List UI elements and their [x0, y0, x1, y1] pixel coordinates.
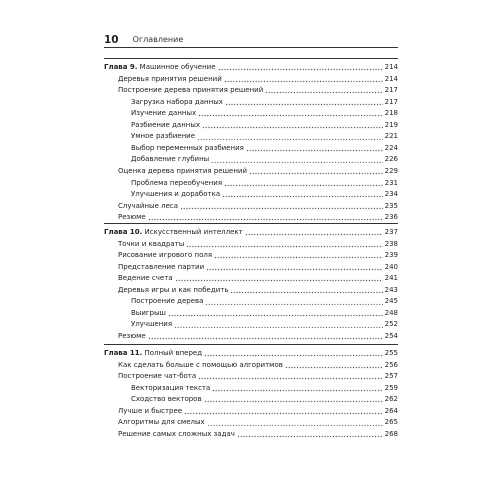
toc-entry-title: Оценка дерева принятия решений — [118, 166, 247, 175]
toc-entry[interactable] — [131, 178, 398, 188]
toc-page-number: 240 — [384, 262, 398, 271]
toc-entry-title: Выбор переменных разбиения — [131, 143, 244, 152]
toc-chapter-heading — [104, 62, 217, 72]
dot-leader — [245, 229, 383, 236]
toc-page-number: 243 — [384, 285, 398, 294]
toc-entry[interactable] — [131, 394, 398, 404]
toc-entry-title: Проблема переобучения — [131, 178, 223, 187]
toc-entry-title: Резюме — [118, 331, 146, 340]
toc-entry[interactable] — [118, 360, 398, 370]
dot-leader — [204, 350, 383, 357]
toc-page-number: 217 — [384, 86, 398, 95]
dot-leader — [246, 145, 383, 152]
dot-leader — [211, 156, 382, 163]
toc-entry-title: Искусственный интеллект — [144, 228, 243, 236]
toc-entry-title: Рисование игрового поля — [118, 251, 213, 260]
dot-leader — [174, 321, 383, 328]
dot-leader — [225, 99, 383, 106]
toc-page-number: 245 — [384, 297, 398, 306]
dot-leader — [214, 252, 383, 259]
toc-entry-title: Представление партии — [118, 262, 205, 271]
chapter-divider — [104, 344, 398, 345]
toc-entry[interactable] — [131, 131, 398, 141]
toc-page-number: 238 — [384, 239, 398, 248]
toc-entry[interactable] — [131, 189, 398, 199]
toc-entry-title: Ведение счета — [118, 274, 173, 283]
toc-entry[interactable] — [118, 406, 398, 416]
toc-entry[interactable] — [131, 154, 398, 164]
toc-chapter-heading — [104, 227, 244, 237]
toc-entry[interactable] — [131, 319, 398, 329]
toc-entry-title: Резюме — [118, 213, 146, 222]
toc-page-number: 241 — [384, 274, 398, 283]
chapter-number: Глава 11. — [104, 349, 143, 357]
toc-entry-title: Лучше и быстрее — [118, 406, 183, 415]
toc-page-number: 218 — [384, 109, 398, 118]
toc-entry[interactable] — [118, 166, 398, 176]
dot-leader — [206, 264, 383, 271]
dot-leader — [285, 362, 383, 369]
dot-leader — [205, 298, 382, 305]
toc-page-number: 235 — [384, 201, 398, 210]
toc-page-number: 214 — [384, 63, 398, 71]
toc-page-number: 229 — [384, 166, 398, 175]
toc-entry-title: Улучшения — [131, 320, 173, 329]
toc-entry-title: Деревья игры и как победить — [118, 285, 229, 294]
toc-page-number: 231 — [384, 178, 398, 187]
toc-entry-title: Точки и квадраты — [118, 239, 185, 248]
dot-leader — [207, 419, 383, 426]
toc-page-number: 252 — [384, 320, 398, 329]
toc-page-number: 268 — [384, 429, 398, 438]
toc-entry[interactable] — [118, 417, 398, 427]
dot-leader — [224, 76, 383, 83]
toc-page-number: 239 — [384, 251, 398, 260]
toc-chapter-entry[interactable] — [104, 62, 398, 72]
toc-entry[interactable] — [118, 273, 398, 283]
toc-entry-title: Как сделать больше с помощью алгоритмов — [118, 360, 283, 369]
toc-entry-title: Построение чат-бота — [118, 372, 197, 381]
dot-leader — [218, 64, 383, 71]
toc-entry[interactable] — [131, 296, 398, 306]
toc-page-number: 217 — [384, 97, 398, 106]
toc-page-number: 214 — [384, 74, 398, 83]
toc-entry[interactable] — [118, 239, 398, 249]
toc-entry[interactable] — [118, 201, 398, 211]
toc-chapter-entry[interactable] — [104, 227, 398, 237]
running-title: Оглавление — [132, 35, 184, 44]
toc-entry-title: Умное разбиение — [131, 132, 195, 141]
toc-entry-title: Построение дерева принятия решений — [118, 86, 264, 95]
dot-leader — [249, 168, 383, 175]
toc-entry[interactable] — [118, 250, 398, 260]
toc-entry[interactable] — [118, 262, 398, 272]
toc-entry-title: Построение дерева — [131, 297, 204, 306]
dot-leader — [265, 87, 382, 94]
toc-page-number: 256 — [384, 360, 398, 369]
chapter-divider — [104, 223, 398, 224]
chapter-number: Глава 10. — [104, 228, 143, 236]
toc-page-number: 254 — [384, 331, 398, 340]
toc-entry[interactable] — [118, 371, 398, 381]
dot-leader — [224, 180, 383, 187]
dot-leader — [175, 275, 383, 282]
toc-entry-title: Полный вперед — [144, 349, 203, 357]
dot-leader — [204, 396, 383, 403]
dot-leader — [230, 287, 382, 294]
toc-page-number: 219 — [384, 120, 398, 129]
toc-entry[interactable] — [118, 331, 398, 341]
dot-leader — [212, 385, 382, 392]
toc-page-number: 226 — [384, 155, 398, 164]
dot-leader — [168, 310, 383, 317]
toc-entry[interactable] — [118, 74, 398, 84]
toc-page-number: 255 — [384, 349, 398, 357]
toc-entry-title: Добавление глубины — [131, 155, 210, 164]
toc-entry[interactable] — [118, 85, 398, 95]
dot-leader — [186, 241, 382, 248]
toc-entry-title: Выигрыш — [131, 308, 166, 317]
page-number: 10 — [104, 34, 119, 46]
toc-entry-title: Случайные леса — [118, 201, 179, 210]
toc-entry-title: Деревья принятия решений — [118, 74, 222, 83]
chapter-number: Глава 9. — [104, 63, 138, 71]
toc-entry[interactable] — [131, 120, 398, 130]
toc-page-number: 234 — [384, 190, 398, 199]
dot-leader — [148, 333, 383, 340]
toc-entry[interactable] — [131, 383, 398, 393]
toc-page-number: 265 — [384, 418, 398, 427]
toc-page-number: 248 — [384, 308, 398, 317]
toc-entry-title: Изучение данных — [131, 109, 197, 118]
toc-page-number: 224 — [384, 143, 398, 152]
toc-page-number: 262 — [384, 395, 398, 404]
toc-entry-title: Алгоритмы для смелых — [118, 418, 205, 427]
toc-entry-title: Улучшения и доработка — [131, 190, 221, 199]
toc-entry-title: Решение самых сложных задач — [118, 429, 235, 438]
page-header — [104, 31, 398, 48]
toc-page-number: 237 — [384, 228, 398, 236]
toc-page-number: 257 — [384, 372, 398, 381]
chapter-divider — [104, 58, 398, 59]
toc-chapter-heading — [104, 348, 203, 358]
dot-leader — [222, 191, 383, 198]
toc-entry[interactable] — [131, 308, 398, 318]
toc-page-number: 264 — [384, 406, 398, 415]
toc-entry[interactable] — [131, 97, 398, 107]
toc-entry-title: Загрузка набора данных — [131, 97, 223, 106]
dot-leader — [180, 203, 383, 210]
dot-leader — [198, 373, 382, 380]
toc-entry-title: Машинное обучение — [139, 63, 216, 71]
dot-leader — [184, 408, 383, 415]
toc-entry-title: Сходство векторов — [131, 395, 202, 404]
dot-leader — [148, 214, 383, 221]
dot-leader — [237, 431, 383, 438]
toc-entry-title: Разбиение данных — [131, 120, 201, 129]
toc-entry[interactable] — [118, 212, 398, 222]
dot-leader — [198, 110, 382, 117]
dot-leader — [202, 122, 383, 129]
dot-leader — [197, 133, 383, 140]
toc-page-number: 236 — [384, 213, 398, 222]
toc-page-number: 259 — [384, 383, 398, 392]
toc-entry[interactable] — [118, 285, 398, 295]
toc-entry-title: Векторизация текста — [131, 383, 211, 392]
toc-entry[interactable] — [131, 108, 398, 118]
toc-entry[interactable] — [131, 143, 398, 153]
toc-page-number: 221 — [384, 132, 398, 141]
toc-entry[interactable] — [118, 429, 398, 439]
toc-chapter-entry[interactable] — [104, 348, 398, 358]
